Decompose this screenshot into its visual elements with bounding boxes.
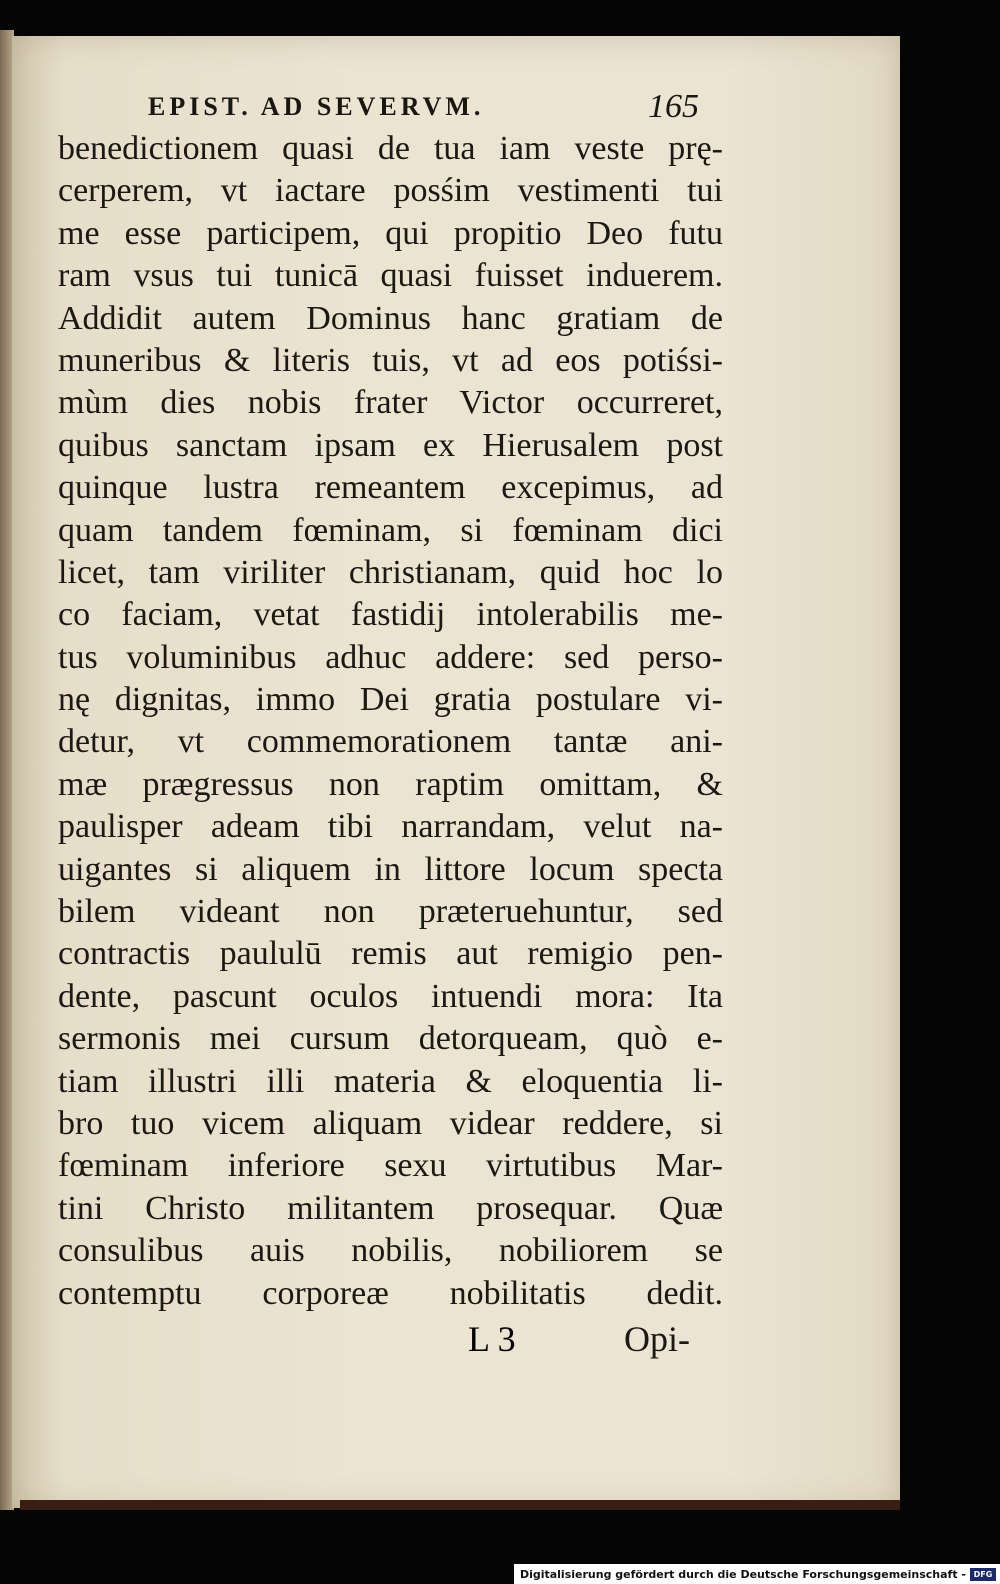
text-line: consulibus auis nobilis, nobiliorem se: [58, 1232, 723, 1270]
text-line: tiam illustri illi materia & eloquentia li-: [58, 1062, 723, 1100]
text-line: mæ prægressus non raptim omittam, &: [58, 765, 723, 803]
text-line: muneribus & literis tuis, vt ad eos potiśsi-: [58, 341, 723, 379]
signature-mark: L 3: [468, 1319, 516, 1359]
text-line: uigantes si aliquem in littore locum specta: [58, 850, 723, 888]
text-line: licet, tam viriliter christianam, quid hoc lo: [58, 553, 723, 591]
text-line: Addidit autem Dominus hanc gratiam de: [58, 299, 723, 337]
text-line: benedictionem quasi de tua iam veste prę-: [58, 130, 723, 167]
text-line: paulisper adeam tibi narrandam, velut na-: [58, 808, 723, 846]
text-line: detur, vt commemorationem tantæ ani-: [58, 723, 723, 761]
text-line: sermonis mei cursum detorqueam, quò e-: [58, 1020, 723, 1058]
footer-text: Digitalisierung gefördert durch die Deutsche Forschungsgemeinschaft -: [519, 1567, 966, 1581]
text-line: contemptu corporeæ nobilitatis dedit.: [58, 1274, 723, 1312]
page-number: 165: [648, 88, 699, 125]
text-line: bilem videant non præteruehuntur, sed: [58, 893, 723, 931]
page-bottom-edge: [20, 1500, 900, 1510]
text-line: nę dignitas, immo Dei gratia postulare vi-: [58, 681, 723, 719]
text-line: tini Christo militantem prosequar. Quæ: [58, 1189, 723, 1227]
text-line: contractis paululū remis aut remigio pen-: [58, 935, 723, 973]
text-line: quam tandem fœminam, si fœminam dici: [58, 511, 723, 549]
dfg-logo-icon: DFG: [970, 1568, 996, 1581]
text-line: me esse participem, qui propitio Deo futu: [58, 214, 723, 252]
text-line: ram vsus tui tunicā quasi fuisset induerem.: [58, 257, 723, 295]
running-head: EPIST. AD SEVERVM.: [148, 92, 485, 121]
text-line: tus voluminibus adhuc addere: sed perso-: [58, 638, 723, 676]
text-line: quinque lustra remeantem excepimus, ad: [58, 469, 723, 507]
text-line: dente, pascunt oculos intuendi mora: Ita: [58, 977, 723, 1015]
text-line: cerperem, vt iactare posśim vestimenti tui: [58, 172, 723, 210]
text-line: mùm dies nobis frater Victor occurreret,: [58, 384, 723, 422]
text-line: fœminam inferiore sexu virtutibus Mar-: [58, 1147, 723, 1185]
catchword: Opi-: [624, 1319, 690, 1359]
body-text: [58, 128, 723, 1315]
text-line: bro tuo vicem aliquam videar reddere, si: [58, 1104, 723, 1142]
digitization-footer: [514, 1564, 1000, 1584]
text-line: co faciam, vetat fastidij intolerabilis me-: [58, 596, 723, 634]
text-line: quibus sanctam ipsam ex Hierusalem post: [58, 426, 723, 464]
